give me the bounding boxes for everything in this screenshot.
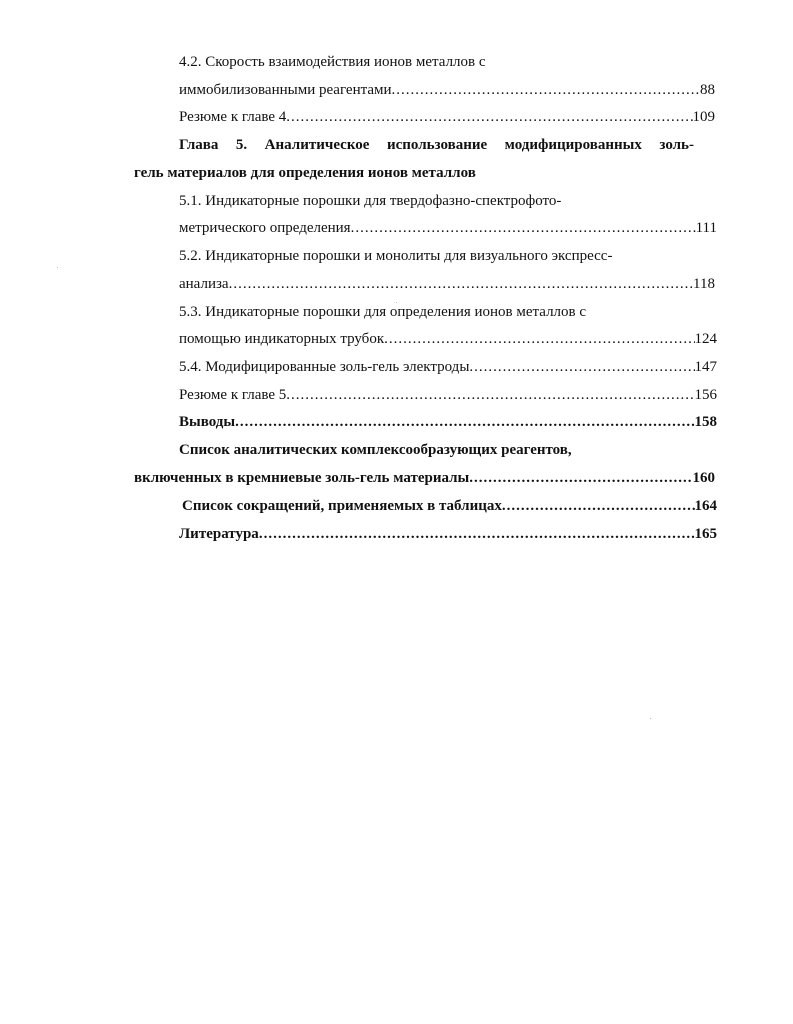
dot-leader: [235, 412, 694, 432]
toc-entry-4-2-title-cont: иммобилизованными реагентами: [179, 82, 392, 98]
dot-leader: [286, 385, 694, 405]
toc-literature-page: 165: [694, 526, 717, 542]
toc-entry-5-4-page: 147: [694, 359, 717, 375]
toc-summary-5-page: 156: [694, 387, 717, 403]
toc-entry-5-3-page: 124: [694, 331, 717, 347]
scan-speck: [57, 267, 58, 268]
toc-entry-4-2-title: 4.2. Скорость взаимодействия ионов металлов с: [179, 54, 486, 70]
toc-entry-4-2-page: 88: [700, 82, 715, 98]
toc-entry-4-2-line1: [179, 52, 486, 72]
toc-reagents-title-cont: включенных в кремниевые золь-гель материалы: [134, 470, 470, 486]
toc-abbreviations: [182, 496, 717, 516]
toc-entry-5-1-page: 111: [695, 220, 717, 236]
toc-entry-5-1-title-cont: метрического определения: [179, 220, 351, 236]
toc-chapter-5-title: Глава 5. Аналитическое использование модифицированных золь-: [179, 137, 694, 153]
dot-leader: [392, 80, 700, 100]
toc-entry-5-1-line1: [179, 191, 561, 211]
toc-chapter-5-title-cont: гель материалов для определения ионов металлов: [134, 165, 476, 181]
toc-reagents-page: 160: [692, 470, 715, 486]
scan-speck: [396, 302, 397, 303]
toc-summary-5-title: Резюме к главе 5: [179, 387, 287, 403]
dot-leader: [351, 218, 696, 238]
toc-entry-5-1-line2: [179, 218, 717, 238]
toc-conclusions-title: Выводы: [179, 414, 236, 430]
toc-chapter-5-line1: [179, 135, 694, 155]
toc-entry-5-2-title: 5.2. Индикаторные порошки и монолиты для визуального экспресс-: [179, 248, 613, 264]
toc-summary-5: [179, 385, 717, 405]
toc-entry-5-3-title: 5.3. Индикаторные порошки для определения ионов металлов с: [179, 304, 587, 320]
toc-literature: [179, 524, 717, 544]
toc-entry-4-2-line2: [179, 80, 715, 100]
toc-entry-5-4: [179, 357, 717, 377]
dot-leader: [502, 496, 695, 516]
dot-leader: [469, 468, 692, 488]
toc-reagents-line1: [179, 440, 572, 460]
dot-leader: [469, 357, 694, 377]
toc-entry-5-2-page: 118: [693, 276, 715, 292]
toc-entry-5-2-title-cont: анализа: [179, 276, 229, 292]
toc-entry-5-3-line2: [179, 329, 717, 349]
toc-literature-title: Литература: [179, 526, 259, 542]
toc-abbreviations-page: 164: [694, 498, 717, 514]
toc-summary-4: [179, 107, 715, 127]
toc-entry-5-3-title-cont: помощью индикаторных трубок: [179, 331, 385, 347]
dot-leader: [229, 274, 693, 294]
dot-leader: [384, 329, 694, 349]
toc-summary-4-page: 109: [692, 109, 715, 125]
toc-conclusions: [179, 412, 717, 432]
toc-reagents-line2: [134, 468, 715, 488]
toc-entry-5-2-line1: [179, 246, 612, 266]
toc-entry-5-3-line1: [179, 302, 586, 322]
toc-abbreviations-title: Список сокращений, применяемых в таблицах: [182, 498, 502, 514]
toc-conclusions-page: 158: [694, 414, 717, 430]
dot-leader: [259, 524, 695, 544]
toc-entry-5-2-line2: [179, 274, 715, 294]
scan-speck: [650, 718, 651, 719]
toc-entry-5-1-title: 5.1. Индикаторные порошки для твердофазно-спектрофото-: [179, 193, 562, 209]
toc-summary-4-title: Резюме к главе 4: [179, 109, 287, 125]
toc-reagents-title: Список аналитических комплексообразующих реагентов,: [179, 442, 572, 458]
dot-leader: [286, 107, 692, 127]
toc-chapter-5-line2: [134, 163, 476, 183]
toc-entry-5-4-title: 5.4. Модифицированные золь-гель электроды: [179, 359, 470, 375]
